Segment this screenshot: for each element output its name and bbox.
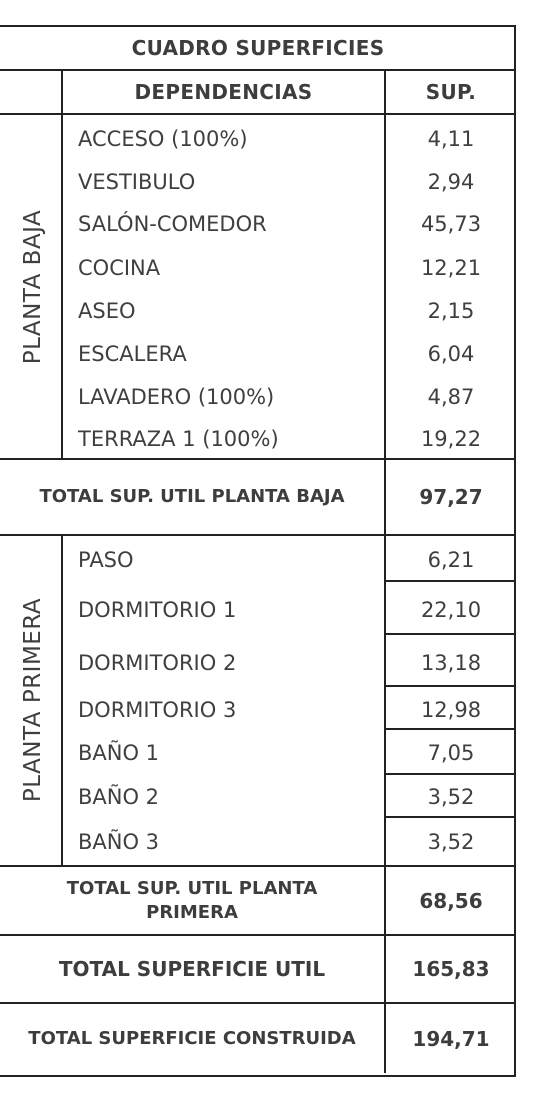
row-value: 6,21 xyxy=(427,548,475,572)
row-name: SALÓN-COMEDOR xyxy=(78,212,267,236)
row-value: 3,52 xyxy=(427,785,475,809)
divider xyxy=(386,685,516,687)
section-label-planta-primera: PLANTA PRIMERA xyxy=(20,597,46,803)
divider xyxy=(61,534,63,865)
header-sup: SUP. xyxy=(425,80,477,104)
total-construida-value: 194,71 xyxy=(412,1026,490,1051)
divider xyxy=(386,633,516,635)
row-value: 4,87 xyxy=(427,385,475,409)
divider xyxy=(386,728,516,730)
row-value: 6,04 xyxy=(427,342,475,366)
superficies-table xyxy=(0,25,516,1075)
row-value: 3,52 xyxy=(427,830,475,854)
header-dependencias: DEPENDENCIAS xyxy=(134,80,313,104)
section-label-planta-baja: PLANTA BAJA xyxy=(20,209,46,365)
total-planta-baja-label: TOTAL SUP. UTIL PLANTA BAJA xyxy=(39,486,345,507)
divider xyxy=(386,816,516,818)
row-name: DORMITORIO 3 xyxy=(78,698,237,722)
row-value: 19,22 xyxy=(420,427,482,451)
total-util-label: TOTAL SUPERFICIE UTIL xyxy=(58,957,326,981)
row-name: COCINA xyxy=(78,256,161,280)
divider xyxy=(386,580,516,582)
row-value: 4,11 xyxy=(427,127,475,151)
row-value: 13,18 xyxy=(420,651,482,675)
row-name: ASEO xyxy=(78,299,136,323)
total-planta-primera-value: 68,56 xyxy=(419,888,483,913)
total-planta-primera-label xyxy=(0,867,384,934)
row-value: 45,73 xyxy=(420,212,482,236)
row-name: ACCESO (100%) xyxy=(78,127,248,151)
row-value: 22,10 xyxy=(420,598,482,622)
divider xyxy=(0,534,516,536)
row-name: BAÑO 3 xyxy=(78,830,160,854)
total-planta-baja-value: 97,27 xyxy=(419,485,483,509)
total-util-value: 165,83 xyxy=(412,957,490,981)
row-name: TERRAZA 1 (100%) xyxy=(78,427,279,451)
row-name: VESTIBULO xyxy=(78,170,196,194)
row-name: BAÑO 2 xyxy=(78,785,160,809)
total-planta-primera-label-line2: PRIMERA xyxy=(146,901,238,923)
row-value: 12,98 xyxy=(420,698,482,722)
total-construida-label: TOTAL SUPERFICIE CONSTRUIDA xyxy=(28,1028,356,1049)
total-planta-primera-label-line1: TOTAL SUP. UTIL PLANTA xyxy=(66,877,318,899)
row-value: 2,15 xyxy=(427,299,475,323)
divider xyxy=(0,113,516,115)
row-name: LAVADERO (100%) xyxy=(78,385,275,409)
row-name: BAÑO 1 xyxy=(78,741,160,765)
row-value: 7,05 xyxy=(427,741,475,765)
row-name: DORMITORIO 2 xyxy=(78,651,237,675)
row-name: DORMITORIO 1 xyxy=(78,598,237,622)
row-name: ESCALERA xyxy=(78,342,187,366)
row-value: 12,21 xyxy=(420,256,482,280)
row-value: 2,94 xyxy=(427,170,475,194)
table-title: CUADRO SUPERFICIES xyxy=(131,36,385,60)
divider xyxy=(61,69,63,458)
row-name: PASO xyxy=(78,548,134,572)
divider xyxy=(386,773,516,775)
